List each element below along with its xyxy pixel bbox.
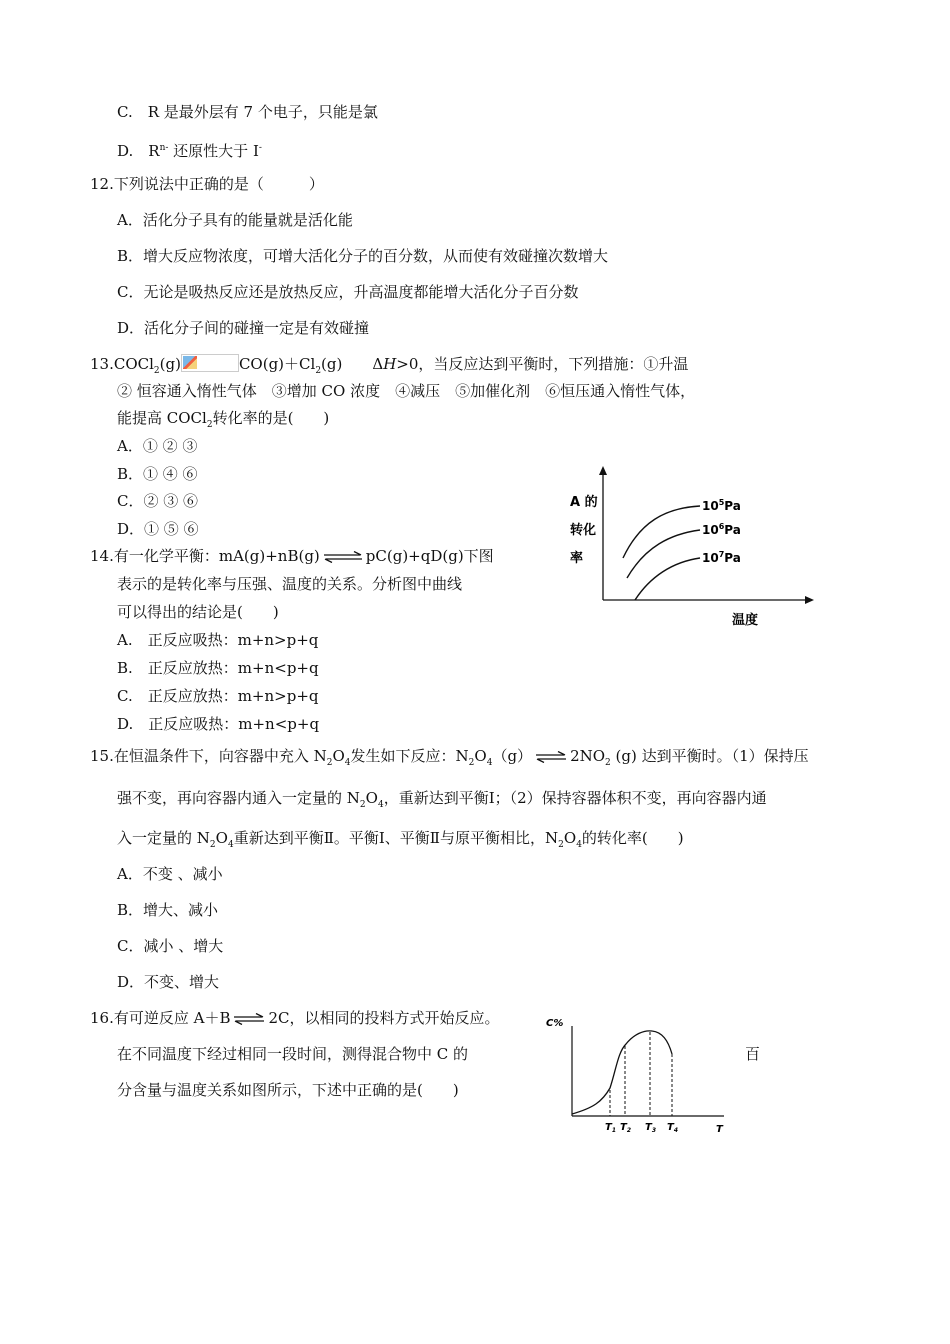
q12-option-d: D．活化分子间的碰撞一定是有效碰撞: [117, 319, 370, 337]
q14-conversion-chart: [560, 462, 820, 632]
q15-line1-e: 2NO: [570, 747, 606, 765]
q14-series-label-3: $10^7Pa$: [702, 550, 741, 565]
q14-option-c: C. 正反应放热：m+n>p+q: [117, 687, 319, 705]
q13-stem-c: CO(g)＋Cl: [238, 355, 316, 373]
q15-option-b: B．增大、减小: [117, 901, 219, 919]
q16-tick-t1: $T_1$: [605, 1122, 617, 1134]
q13-stem-d: (g) Δ: [321, 355, 384, 373]
q13-option-b: B．① ④ ⑥: [117, 465, 198, 483]
q13-option-c: C．② ③ ⑥: [117, 492, 199, 510]
q15-line3-sub2: 4: [227, 840, 234, 850]
q12-option-c: C．无论是吸热反应还是放热反应，升高温度都能增大活化分子百分数: [117, 283, 579, 301]
q16-tick-t2: $T_2$: [620, 1122, 632, 1134]
q14-ylabel-1: A 的: [570, 495, 598, 510]
q14-stem-b: pC(g)+qD(g)下图: [365, 547, 494, 565]
q15-line3-b: 重新达到平衡Ⅱ。平衡Ⅰ、平衡Ⅱ与原平衡相比，N: [233, 829, 559, 847]
q15-line3-a: 入一定量的 N: [117, 829, 210, 847]
q16-line2: 在不同温度下经过相同一段时间，测得混合物中 C 的: [117, 1045, 469, 1063]
q15-sub-b: 4: [344, 758, 351, 768]
q16-c-percent-chart: [538, 1010, 738, 1138]
q15-option-a: A．不变 、减小: [117, 865, 223, 883]
q15-line3-o2: O: [563, 829, 577, 847]
q13-line3: [117, 408, 329, 435]
q13-line3-a: 能提高 COCl: [117, 409, 207, 427]
q15-line3-sub: 2: [209, 840, 216, 850]
q15-line2-sub: 2: [359, 800, 366, 810]
q14-y-axis-arrow: [599, 466, 607, 475]
q14-series-label-1: $10^5Pa$: [702, 498, 741, 513]
q13-stem-h: H: [383, 355, 397, 373]
q11-option-d-text: D. R: [117, 142, 160, 160]
q13-option-a: A．① ② ③: [117, 437, 198, 455]
q16-line1-b: 2C，以相同的投料方式开始反应。: [268, 1009, 500, 1027]
q16-tick-t3: $T_3$: [645, 1122, 657, 1134]
q14-curve-1e7: [635, 558, 700, 600]
q14-stem-a: 14.有一化学平衡：mA(g)+nB(g): [90, 547, 320, 565]
broken-image-icon: [181, 354, 239, 372]
q15-line3-o: O: [215, 829, 228, 847]
q14-option-d: D. 正反应吸热：m+n<p+q: [117, 715, 320, 733]
q15-sub-d: 4: [486, 758, 493, 768]
q15-line2-b: ，重新达到平衡Ⅰ；（2）保持容器体积不变，再向容器内通: [383, 789, 767, 807]
q11-option-d-sup: n-: [159, 143, 169, 153]
q14-line2: 表示的是转化率与压强、温度的关系。分析图中曲线: [117, 575, 463, 593]
equilibrium-arrow-icon: [232, 1013, 266, 1025]
q15-line1-b: O: [332, 747, 345, 765]
q14-option-a: A. 正反应吸热：m+n>p+q: [117, 631, 319, 649]
q15-line2-o: O: [365, 789, 378, 807]
q13-line3-b: 转化率的是( ): [212, 409, 330, 427]
q15-line1-o: O: [474, 747, 487, 765]
q15-line2: [117, 788, 767, 815]
equilibrium-arrow-icon: [322, 551, 364, 563]
q13-option-d: D．① ⑤ ⑥: [117, 520, 199, 538]
q11-option-d: [117, 138, 262, 161]
q15-sub-c: 2: [468, 758, 475, 768]
q13-stem: [90, 354, 688, 381]
q14-line3: 可以得出的结论是( ): [117, 603, 279, 621]
q15-option-c: C．减小 、增大: [117, 937, 224, 955]
q16-line1: [90, 1008, 500, 1028]
q15-sub-e: 2: [605, 758, 611, 768]
q16-ylabel: C%: [546, 1018, 564, 1029]
q13-stem-b: (g): [159, 355, 181, 373]
q15-line1-c: 发生如下反应：N: [350, 747, 469, 765]
q13-stem-a: 13.COCl: [90, 355, 154, 373]
q15-line3: [117, 828, 684, 855]
q15-line2-a: 强不变，再向容器内通入一定量的 N: [117, 789, 360, 807]
q13-sub-2: 2: [315, 366, 322, 376]
q11-option-c: C. R 是最外层有 7 个电子，只能是氯: [117, 103, 378, 121]
equilibrium-arrow-icon: [534, 751, 568, 763]
q13-sub: 2: [153, 366, 160, 376]
q16-curve: [572, 1031, 672, 1114]
q14-stem: [90, 546, 494, 566]
q14-ylabel-2: 转化: [570, 523, 597, 538]
q14-x-axis-arrow: [805, 596, 814, 604]
q16-tick-t4: $T_4$: [667, 1122, 679, 1134]
q14-option-b: B. 正反应放热：m+n<p+q: [117, 659, 319, 677]
q12-stem: 12.下列说法中正确的是（ ）: [90, 175, 324, 193]
q15-line3-sub4: 4: [576, 840, 582, 850]
q16-line2-tail: 百: [745, 1045, 761, 1063]
q15-option-d: D．不变、增大: [117, 973, 220, 991]
q15-line1-d: （g）: [492, 747, 533, 765]
q15-line3-sub3: 2: [558, 840, 564, 850]
q16-line1-a: 16.有可逆反应 A＋B: [90, 1009, 231, 1027]
q14-series-label-2: $10^6Pa$: [702, 522, 741, 537]
q15-line3-c: 的转化率( ): [581, 829, 684, 847]
q15-line1-a: 15.在恒温条件下，向容器中充入 N: [90, 747, 327, 765]
q14-xlabel: 温度: [732, 613, 759, 628]
q16-line3: 分含量与温度关系如图所示，下述中正确的是( ): [117, 1081, 459, 1099]
q15-line1: [90, 746, 809, 773]
q15-sub: 2: [326, 758, 333, 768]
q16-xlabel: T: [716, 1124, 723, 1135]
q13-line2: ② 恒容通入惰性气体 ③增加 CO 浓度 ④减压 ⑤加催化剂 ⑥恒压通入惰性气体，: [117, 382, 696, 400]
q13-line3-sub: 2: [206, 420, 213, 430]
q12-option-a: A．活化分子具有的能量就是活化能: [117, 211, 353, 229]
q12-option-b: B．增大反应物浓度，可增大活化分子的百分数，从而使有效碰撞次数增大: [117, 247, 609, 265]
q14-ylabel-3: 率: [570, 551, 584, 566]
q15-line2-sub2: 4: [377, 800, 384, 810]
q11-option-d-sup2: -: [258, 143, 262, 153]
q11-option-d-text2: 还原性大于 I: [168, 142, 259, 160]
q15-line1-f: (g) 达到平衡时。（1）保持压: [610, 747, 809, 765]
q13-stem-e: >0，当反应达到平衡时，下列措施：①升温: [396, 355, 689, 373]
